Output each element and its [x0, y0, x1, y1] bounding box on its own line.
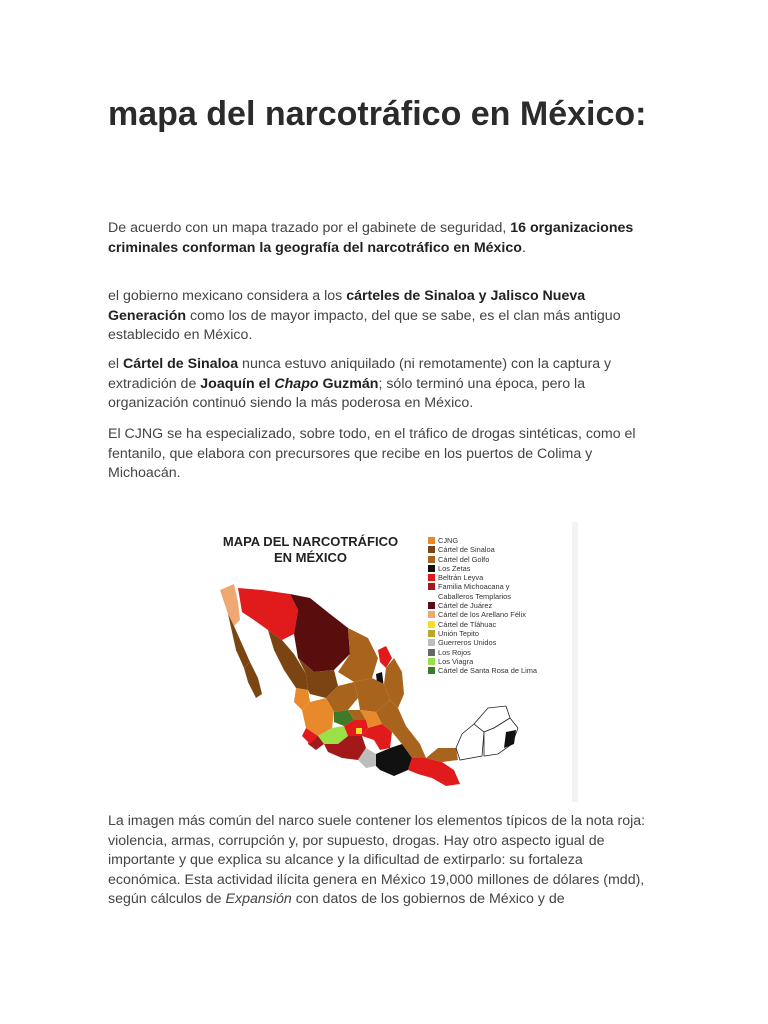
paragraph-3-segment: ; sólo terminó una época, pero la organización continuó siendo la más poderosa en México.: [108, 375, 586, 411]
legend-swatch: [428, 667, 435, 674]
map-region-cdmx: [356, 728, 362, 734]
page-title: mapa del narcotráfico en México:: [108, 95, 647, 133]
legend-item: [428, 657, 568, 666]
paragraph-2-segment: el gobierno mexicano considera a los: [108, 288, 347, 304]
legend-swatch: [428, 556, 435, 563]
legend-swatch: [428, 649, 435, 656]
paragraph-1: [108, 219, 653, 258]
legend-item: [428, 564, 568, 573]
legend-item: [428, 638, 568, 647]
legend-label: Cártel de Juárez: [438, 601, 493, 611]
legend-label: Beltrán Leyva: [438, 573, 484, 583]
legend-label: Cártel de Sinaloa: [438, 545, 495, 555]
legend-item: [428, 601, 568, 610]
legend-swatch: [428, 574, 435, 581]
paragraph-2-segment: como los de mayor impacto, del que se sabe, es el clan más antiguo establecido en México.: [108, 307, 621, 343]
paragraph-5: [108, 812, 653, 910]
paragraph-3-segment: Guzmán: [318, 375, 379, 392]
legend-label: Cártel de Tláhuac: [438, 619, 497, 629]
legend-label: Cártel de los Arellano Félix: [438, 610, 526, 620]
legend-item: [428, 573, 568, 582]
legend-swatch: [428, 537, 435, 544]
legend-swatch: [428, 583, 435, 590]
legend-label: Los Rojos: [438, 647, 471, 657]
map-figure: [198, 522, 578, 802]
legend-item: [428, 666, 568, 675]
legend-swatch: [428, 639, 435, 646]
map-region-baja-mid: [228, 614, 250, 668]
legend-item: [428, 582, 568, 601]
legend-swatch: [428, 602, 435, 609]
legend-label: Los Viagra: [438, 656, 474, 666]
paragraph-3-segment: Joaquín el: [200, 375, 275, 392]
paragraph-1-segment: .: [521, 239, 526, 256]
legend-swatch: [428, 621, 435, 628]
paragraph-5-segment: Expansión: [225, 891, 292, 907]
legend-swatch: [428, 611, 435, 618]
paragraph-1-segment: De acuerdo con un mapa trazado por el gabinete de seguridad,: [108, 220, 511, 236]
paragraph-3: [108, 355, 653, 414]
paragraph-4: [108, 425, 653, 484]
paragraph-5-segment: La imagen más común del narco suele contener los elementos típicos de la nota roja: violencia, armas, corrupción y, por supuesto, drogas. Hay otro aspecto igual de importante y que explica su alcance y la dificultad de extirparlo: su fortaleza económica. Esta actividad ilícita genera en México 19,000 millones de dólares (mdd), según cálculos de: [108, 813, 646, 907]
map-region-chihuahua: [290, 594, 350, 672]
paragraph-3-segment: Chapo: [274, 375, 319, 392]
paragraph-3-segment: nunca estuvo aniquilado (ni remotamente) con la captura y extradición de: [108, 356, 612, 392]
legend-label: Cártel del Golfo: [438, 554, 490, 564]
legend-item: [428, 536, 568, 545]
map-region-sonora: [238, 588, 298, 640]
paragraph-1-segment: 16 organizaciones criminales conforman la geografía del narcotráfico en México: [108, 220, 634, 256]
paragraph-4-segment: El CJNG se ha especializado, sobre todo, en el tráfico de drogas sintéticas, como el fentanilo, que elabora con precursores que recibe en los puertos de Colima y Michoacán.: [108, 426, 636, 481]
map-region-campeche: [456, 724, 484, 760]
legend-item: [428, 555, 568, 564]
legend-label: Unión Tepito: [438, 628, 479, 638]
map-legend: [428, 536, 568, 675]
paragraph-2-segment: cárteles de Sinaloa y Jalisco Nueva Generación: [108, 288, 586, 324]
paragraph-2: [108, 287, 653, 346]
legend-item: [428, 620, 568, 629]
legend-swatch: [428, 546, 435, 553]
map-title-line-1: MAPA DEL NARCOTRÁFICO: [222, 534, 399, 549]
legend-label: Cártel de Santa Rosa de Lima: [438, 666, 538, 676]
map-region-chiapas: [408, 758, 460, 786]
paragraph-5-segment: con datos de los gobiernos de México y de: [291, 891, 565, 907]
legend-label: CJNG: [438, 536, 459, 545]
legend-label: Los Zetas: [438, 563, 471, 573]
paragraph-3-segment: Cártel de Sinaloa: [122, 356, 239, 372]
paragraph-3-segment: el: [108, 356, 123, 372]
legend-item: [428, 629, 568, 638]
legend-label: Familia Michoacana y Caballeros Templarios: [438, 582, 511, 601]
legend-label: Guerreros Unidos: [438, 638, 497, 648]
map-title: [198, 534, 423, 566]
legend-swatch: [428, 630, 435, 637]
legend-swatch: [428, 658, 435, 665]
legend-item: [428, 648, 568, 657]
legend-item: [428, 610, 568, 619]
map-region-baja-south: [244, 662, 262, 698]
map-title-line-2: EN MÉXICO: [274, 550, 347, 565]
legend-swatch: [428, 565, 435, 572]
legend-item: [428, 545, 568, 554]
